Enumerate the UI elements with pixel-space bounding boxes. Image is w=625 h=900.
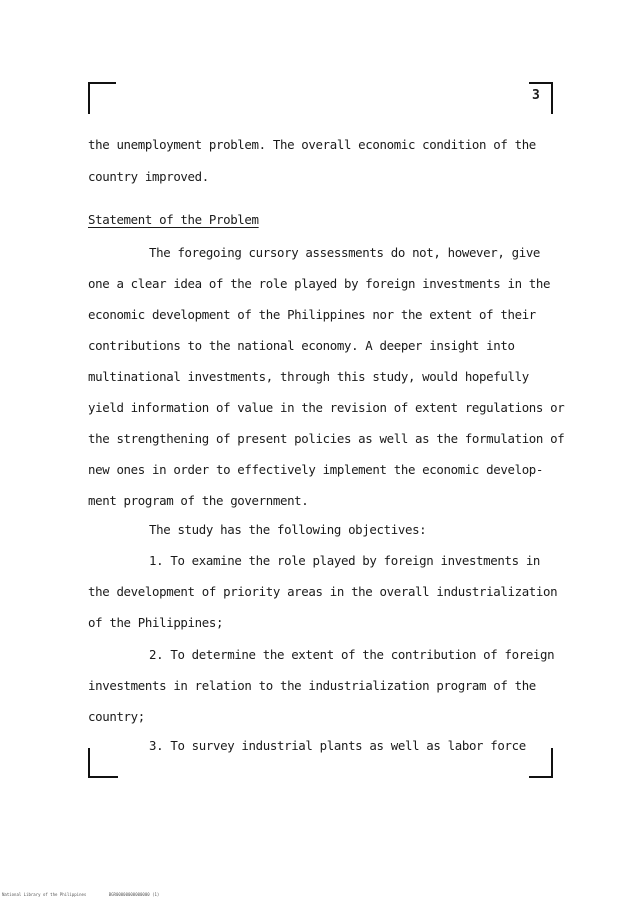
text-line: the unemployment problem. The overall economic condition of the: [88, 137, 536, 152]
section-heading: Statement of the Problem: [88, 212, 259, 227]
text-line: yield information of value in the revision of extent regulations or: [88, 400, 565, 415]
text-line: multinational investments, through this study, would hopefully: [88, 369, 529, 384]
text-line: The foregoing cursory assessments do not, however, give: [149, 245, 541, 260]
text-line: the strengthening of present policies as well as the formulation of: [88, 431, 565, 446]
scan-footer: [2, 892, 179, 897]
objective-line: of the Philippines;: [88, 615, 224, 630]
objective-line: investments in relation to the industrialization program of the: [88, 678, 536, 693]
objective-line: the development of priority areas in the overall industrialization: [88, 584, 558, 599]
text-line: ment program of the government.: [88, 493, 309, 508]
text-line: one a clear idea of the role played by foreign investments in the: [88, 276, 551, 291]
crop-mark-bottom-left: [88, 748, 118, 778]
objective-line: country;: [88, 709, 145, 724]
footer-library-name: National Library of the Philippines: [2, 892, 87, 897]
text-line: contributions to the national economy. A deeper insight into: [88, 338, 515, 353]
text-line: The study has the following objectives:: [149, 522, 427, 537]
text-line: economic development of the Philippines nor the extent of their: [88, 307, 536, 322]
text-line: country improved.: [88, 169, 209, 184]
objective-line: 2. To determine the extent of the contribution of foreign: [149, 647, 555, 662]
text-line: new ones in order to effectively implement the economic develop-: [88, 462, 544, 477]
objective-line: 3. To survey industrial plants as well as labor force: [149, 738, 526, 753]
crop-mark-bottom-right: [529, 748, 553, 778]
objective-line: 1. To examine the role played by foreign investments in: [149, 553, 541, 568]
page-number: 3: [532, 88, 540, 103]
crop-mark-top-left: [88, 82, 116, 114]
footer-scan-code: BGR00000000000000 (1): [108, 892, 160, 897]
